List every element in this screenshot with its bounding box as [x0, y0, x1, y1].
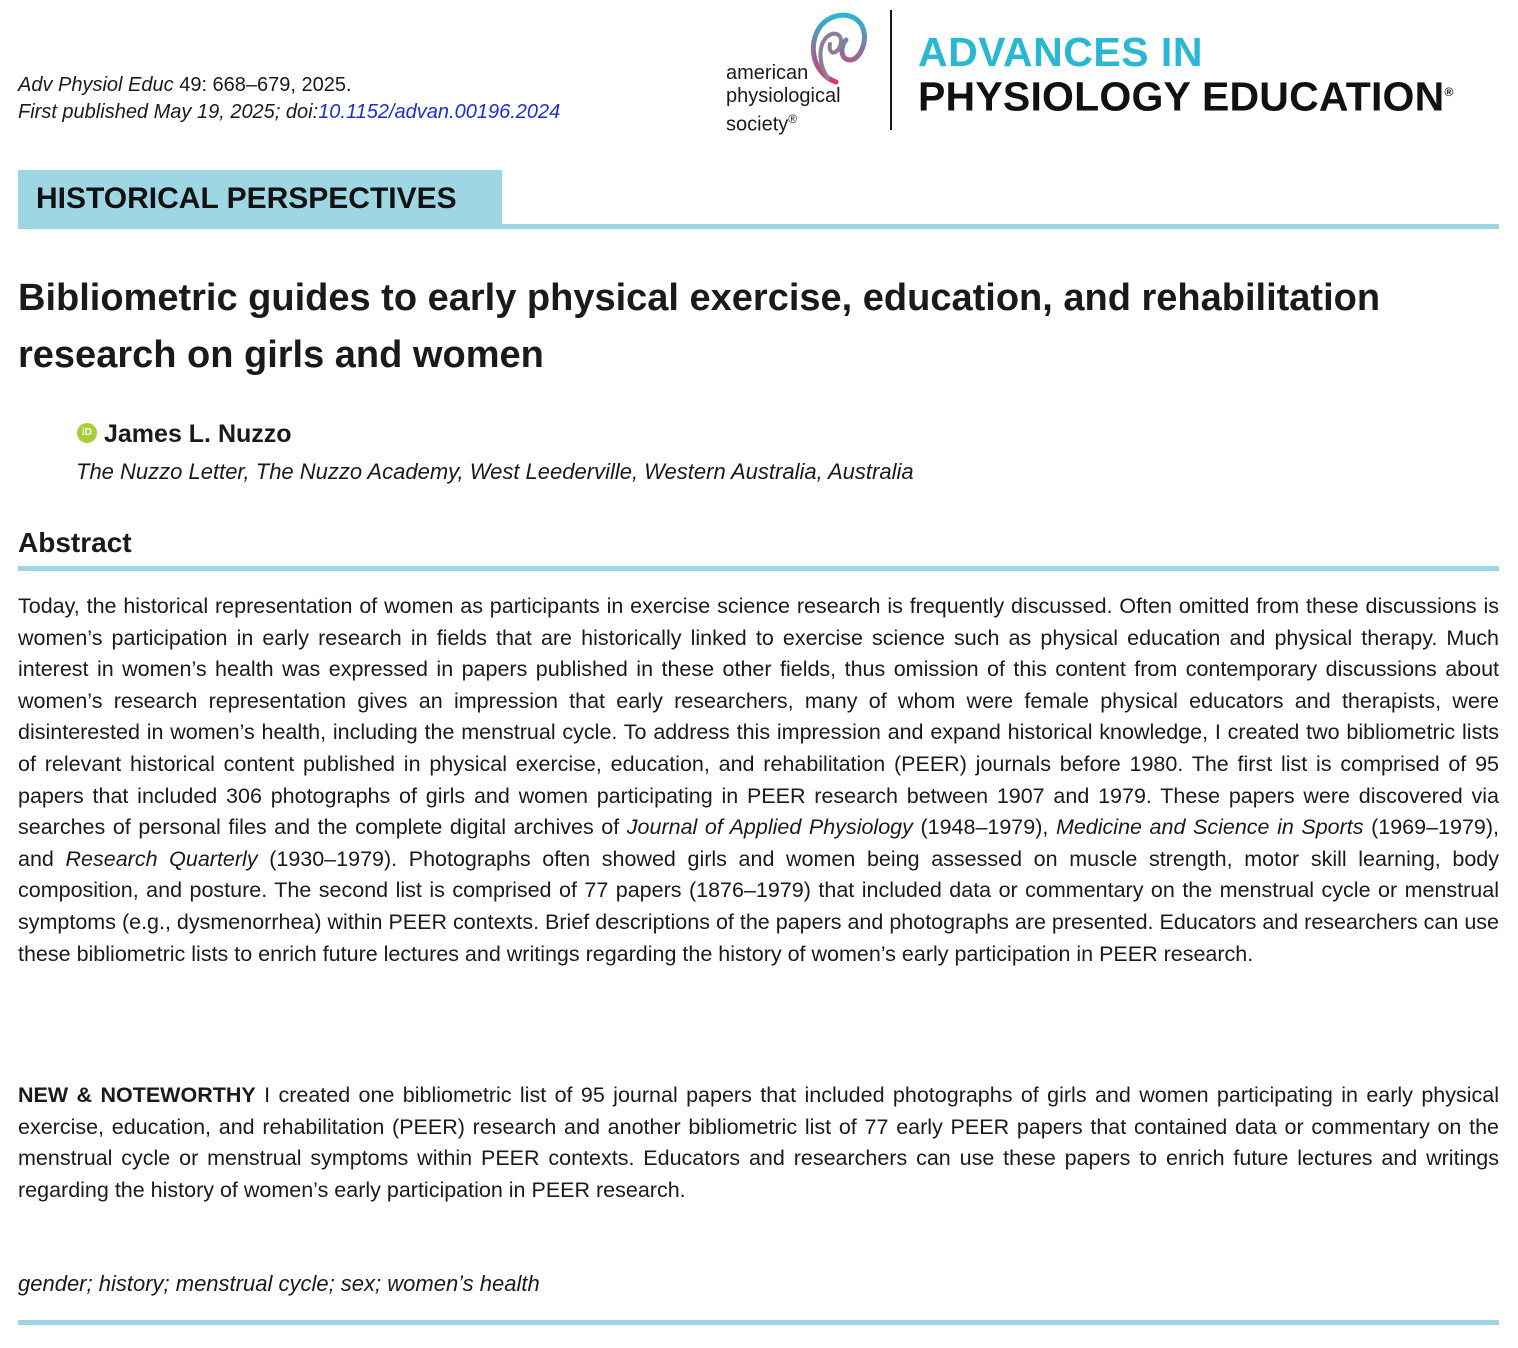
citation-volume-line	[18, 72, 560, 99]
abstract-part2: (1948–1979),	[912, 815, 1056, 840]
abstract-heading: Abstract	[18, 527, 132, 558]
journal-name-line1: ADVANCES IN	[918, 29, 1203, 75]
aps-logo	[722, 6, 872, 136]
article-title: Bibliometric guides to early physical exercise, education, and rehabilitation research on girls and women	[18, 277, 1381, 376]
orcid-icon[interactable]: iD	[77, 423, 97, 443]
abstract-rule	[18, 566, 1499, 571]
new-noteworthy-label: NEW & NOTEWORTHY	[18, 1083, 256, 1107]
journal-abbrev: Adv Physiol Educ	[18, 74, 174, 96]
aps-name-line3-text: society	[726, 113, 789, 136]
abstract-text	[18, 591, 1499, 970]
journal-registered-mark: ®	[1444, 85, 1454, 99]
section-rule	[18, 224, 1499, 229]
abstract-part1: Today, the historical representation of women as participants in exercise science research is frequently discussed. Often omitted from these discussions is women’s participation in early research in fields that are historically linked to exercise science such as physical education and physical therapy. Much interest in women’s health was expressed in papers published in these other fields, thus omission of this content from contemporary discussions about women’s research representation gives an impression that early researchers, many of whom were female physical educators and therapists, were disinterested in women’s health, including the menstrual cycle. To address this impression and expand historical knowledge, I created two bibliometric lists of relevant historical content published in physical exercise, education, and rehabilitation (PEER) journals before 1980. The first list is comprised of 95 papers that included 306 photographs of girls and women participating in PEER research between 1907 and 1979. These papers were discovered via searches of personal files and the complete digital archives of	[18, 594, 1499, 840]
aps-name-line1: american	[726, 62, 809, 84]
keywords: gender; history; menstrual cycle; sex; women’s health	[18, 1271, 540, 1296]
journal-name-line2-text: PHYSIOLOGY EDUCATION	[918, 73, 1445, 120]
citation-block	[18, 72, 560, 126]
aps-name	[726, 62, 841, 137]
doi-link[interactable]: 10.1152/advan.00196.2024	[318, 101, 561, 123]
volume-pages: 49: 668–679, 2025.	[173, 74, 352, 96]
aps-registered-mark: ®	[788, 112, 798, 126]
new-noteworthy	[18, 1080, 1499, 1206]
aps-name-line2: physiological	[726, 85, 841, 107]
aps-name-line3	[726, 108, 841, 137]
abstract-journal3: Research Quarterly	[65, 846, 258, 871]
first-published: First published May 19, 2025; doi:	[18, 101, 319, 123]
new-noteworthy-text: I created one bibliometric list of 95 journal papers that included photographs of girls and women participating in early physical exercise, education, and rehabilitation (PEER) research and another bibliometric list of 77 early PEER papers that contained data or commentary on the menstrual cycle or menstrual symptoms within PEER contexts. Educators and researchers can use these papers to enrich future lectures and writings regarding the history of women’s early participation in PEER research.	[18, 1083, 1499, 1202]
journal-name-line2	[918, 70, 1453, 119]
abstract-part3: (1969–1979), and	[18, 815, 1499, 871]
author-affiliation: The Nuzzo Letter, The Nuzzo Academy, West Leederville, Western Australia, Australia	[76, 459, 914, 484]
bottom-rule	[18, 1320, 1499, 1325]
citation-doi-line	[18, 99, 560, 126]
section-label: HISTORICAL PERSPECTIVES	[36, 182, 457, 215]
logo-divider	[890, 10, 892, 130]
author-name: James L. Nuzzo	[104, 420, 292, 448]
abstract-journal1: Journal of Applied Physiology	[626, 815, 913, 840]
abstract-journal2: Medicine and Science in Sports	[1055, 815, 1364, 840]
abstract-part4: (1930–1979). Photographs often showed girls and women being assessed on muscle strength, motor skill learning, body composition, and posture. The second list is comprised of 77 papers (1876–1979) that included data or commentary on the menstrual cycle or menstrual symptoms (e.g., dysmenorrhea) within PEER contexts. Brief descriptions of the papers and photographs are presented. Educators and researchers can use these bibliometric lists to enrich future lectures and writings regarding the history of women’s early participation in PEER research.	[18, 846, 1499, 966]
section-tab	[18, 170, 502, 224]
